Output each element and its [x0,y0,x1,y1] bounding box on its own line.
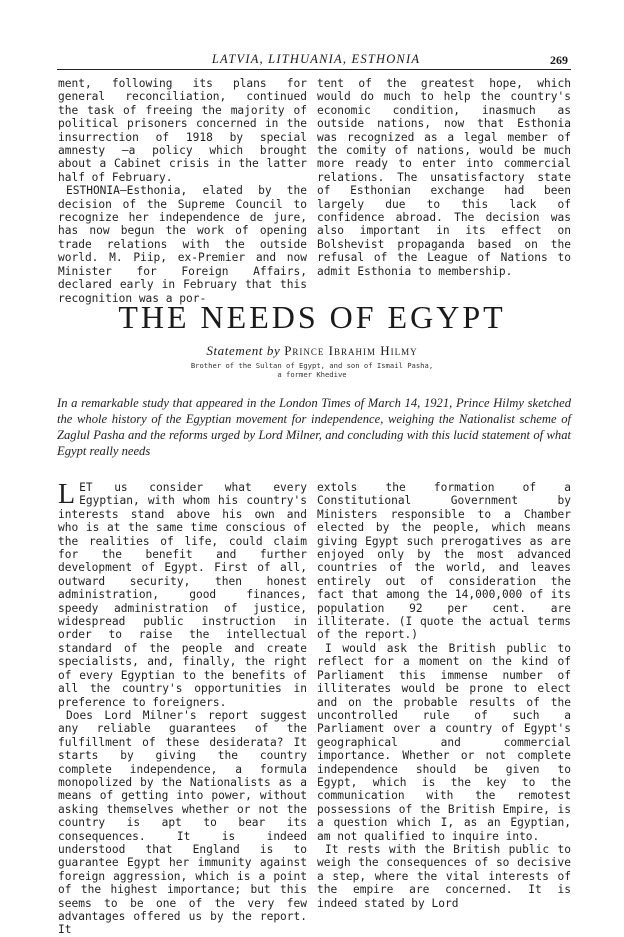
author-note [0,361,624,379]
running-head [56,52,576,70]
statement-label: Statement by [206,343,281,358]
header-rule [57,69,571,70]
running-title: LATVIA, LITHUANIA, ESTHONIA [211,52,421,66]
author-note-line: Brother of the Sultan of Egypt, and son of Ismail Pasha, [190,361,434,370]
byline [0,343,624,359]
top-right-column [317,77,571,278]
paragraph: I would ask the British public to reflect for a moment on the kind of Parliament this immense number of illiterates would be prone to elect and on the probable results of the uncontrolled rule of such a Parliament over a country of Egypt's geographical and commercial importance. Whether or not complete independence should be given to Egypt, which is the key to the communication with the remotest possessions of the British Empire, is a question which I, as an Egyptian, am not qualified to inquire into. [317,641,571,843]
article-intro: In a remarkable study that appeared in the London Times of March 14, 1921, Prince Hilmy sketched the whole history of the Egyptian movement for independence, weighing the Nationalist scheme of Zaglul Pasha and the reforms urged by Lord Milner, and concluding with this lucid statement of what Egypt really needs [57,396,571,458]
article-right-column [317,481,571,910]
paragraph: ment, following its plans for general reconciliation, continued the task of freeing the majority of political prisoners concerned in the insurrection of 1918 by special amnesty —a policy which brought about a Cabinet crisis in the latter half of February. [58,77,307,184]
article-left-column [58,481,307,937]
drop-cap: L [58,479,76,510]
author-note-line: a former Khedive [277,370,347,379]
paragraph [58,481,307,709]
paragraph: extols the formation of a Constitutional Government by Ministers responsible to a Chamber elected by the people, which means giving Egypt such prerogatives as are enjoyed only by the most advanced countries of the world, and leaves entirely out of consideration the fact that among the 14,000,000 of its population 92 per cent. are illiterate. (I quote the actual terms of the report.) [317,481,571,642]
article-headline: THE NEEDS OF EGYPT [118,299,506,335]
top-left-column [58,77,307,305]
author-name: Prince Ibrahim Hilmy [284,343,418,358]
page-number: 269 [550,53,568,67]
paragraph-text: ET us consider what every Egyptian, with whom his country's interests stand above his own and who is at the same time conscious of the realities of life, could claim for the benefit and further development of Egypt. First of all, outward security, then honest administration, good finances, speedy administration of justice, widespread public instruction in order to raise the intellectual standard of the people and create specialists, and, finally, the right of every Egyptian to the benefits of all the country's opportunities in preference to foreigners. [58,481,307,709]
paragraph: It rests with the British public to weigh the consequences of so decisive a step, where the vital interests of the empire are concerned. It is indeed stated by Lord [317,842,571,910]
paragraph: ESTHONIA—Esthonia, elated by the decision of the Supreme Council to recognize her independence de jure, has now begun the work of opening trade relations with the outside world. M. Piip, ex-Premier and now Minister for Foreign Affairs, declared early in February that this recognition was a por- [58,184,307,305]
paragraph: tent of the greatest hope, which would do much to help the country's economic condition, inasmuch as outside nations, now that Esthonia was recognized as a legal member of the comity of nations, would be much more ready to enter into commercial relations. The unsatisfactory state of Esthonian exchange had been largely due to this lack of confidence abroad. The decision was also important in its effect on Bolshevist propaganda based on the refusal of the League of Nations to admit Esthonia to membership. [317,77,571,278]
paragraph: Does Lord Milner's report suggest any reliable guarantees of the fulfillment of these desiderata? It starts by giving the country complete independence, a formula monopolized by the Nationalists as a means of getting into power, without asking themselves whether or not the country is apt to bear its consequences. It is indeed understood that England is to guarantee Egypt her immunity against foreign aggression, which is a point of the highest importance; but this seems to be one of the very few advantages offered us by the report. It [58,708,307,937]
